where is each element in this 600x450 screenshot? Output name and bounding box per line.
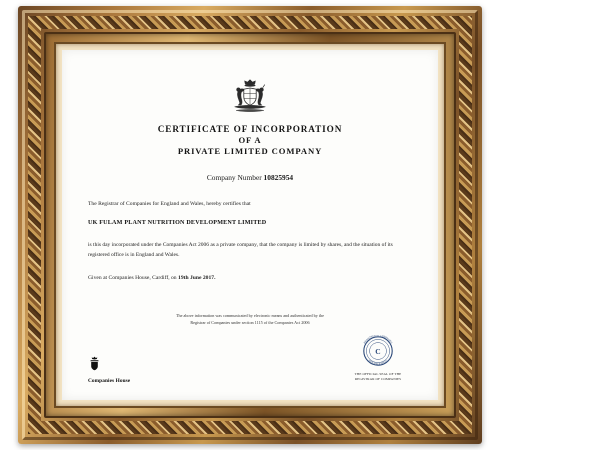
svg-text:REGISTRAR OF COMPANIES: REGISTRAR OF COMPANIES — [364, 335, 392, 345]
company-name: UK FULAM PLANT NUTRITION DEVELOPMENT LIMITED — [88, 220, 267, 227]
footnote-line-2: Registrar of Companies under section 1115 of the Companies Act 2006 — [190, 319, 310, 325]
seal-caption-line-1: THE OFFICIAL SEAL OF THE — [354, 372, 402, 377]
certificate-footer — [88, 335, 412, 384]
company-number-row — [88, 173, 412, 182]
given-at-date: 19th June 2017. — [178, 275, 216, 282]
title-line-3: PRIVATE LIMITED COMPANY — [177, 146, 323, 156]
companies-house-logo — [88, 356, 130, 384]
incorporation-body: is this day incorporated under the Companies Act 2006 as a private company, that the company is limited by shares, and the situation of its registered office is in England and Wales. — [88, 242, 393, 258]
given-at-prefix: Given at Companies House, Cardiff, on — [88, 275, 179, 282]
company-number-label: Company Number — [206, 173, 262, 182]
official-seal-icon — [356, 335, 400, 370]
given-at-line — [88, 275, 412, 281]
companies-house-label: Companies House — [88, 378, 131, 384]
electronic-footnote — [62, 312, 438, 326]
company-number-value: 10825954 — [263, 173, 294, 182]
certificate-sheet — [62, 50, 438, 400]
official-seal — [350, 335, 406, 382]
title-line-2: OF A — [238, 135, 262, 145]
seal-caption — [350, 372, 406, 382]
footnote-line-1: The above information was communicated by electronic means and authenticated by the — [175, 312, 325, 318]
svg-text:ENGLAND & WALES: ENGLAND & WALES — [367, 359, 389, 366]
registrar-statement: The Registrar of Companies for England and Wales, hereby certifies that — [88, 201, 251, 207]
title-line-1: CERTIFICATE OF INCORPORATION — [157, 124, 343, 134]
certificate-title — [88, 124, 412, 156]
svg-text:C: C — [375, 347, 381, 357]
seal-caption-line-2: REGISTRAR OF COMPANIES — [354, 377, 402, 382]
royal-coat-of-arms-icon — [88, 78, 412, 114]
picture-frame — [18, 6, 482, 444]
companies-house-crest-icon — [88, 356, 101, 376]
